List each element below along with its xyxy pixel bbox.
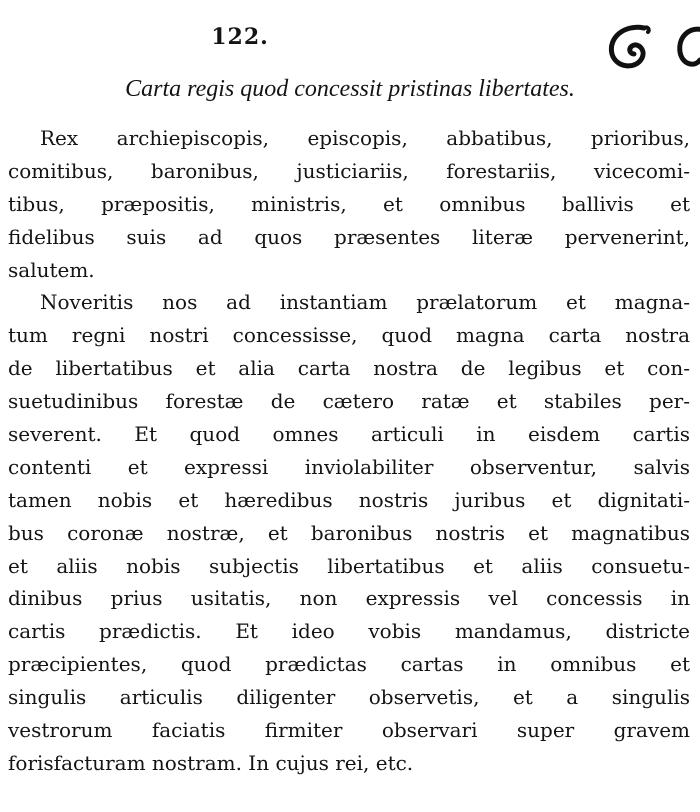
text-line: severent. Et quod omnes articuli in eisdem cartis bbox=[8, 422, 690, 447]
text-line: dinibus prius usitatis, non expressis vel concessis in bbox=[8, 586, 690, 611]
text-line: præcipientes, quod prædictas cartas in omnibus et bbox=[8, 652, 690, 677]
text-line: vestrorum faciatis firmiter observari super gravem bbox=[8, 718, 690, 743]
text-line: et aliis nobis subjectis libertatibus et aliis consuetu- bbox=[8, 553, 690, 578]
text-line: contenti et expressi inviolabiliter observentur, salvis bbox=[8, 454, 690, 479]
document-title: Carta regis quod concessit pristinas libertates. bbox=[125, 76, 575, 102]
text-line: bus coronæ nostræ, et baronibus nostris et magnatibus bbox=[8, 520, 690, 545]
text-line: comitibus, baronibus, justiciariis, forestariis, vicecomi- bbox=[8, 158, 690, 183]
text-line: cartis prædictis. Et ideo vobis mandamus, districte bbox=[8, 619, 690, 644]
text-line: singulis articulis diligenter observetis, et a singulis bbox=[8, 685, 690, 710]
text-line: suetudinibus forestæ de cætero ratæ et stabiles per- bbox=[8, 389, 690, 414]
text-line: tamen nobis et hæredibus nostris juribus et dignitati- bbox=[8, 487, 690, 512]
text-line: tum regni nostri concessisse, quod magna carta nostra bbox=[8, 323, 690, 348]
text-line: Rex archiepiscopis, episcopis, abbatibus, prioribus, bbox=[40, 126, 690, 150]
body-text bbox=[8, 122, 690, 780]
text-line: salutem. bbox=[8, 257, 95, 282]
page-number: 122. bbox=[211, 24, 269, 50]
text-line: Noveritis nos ad instantiam prælatorum et magna- bbox=[40, 290, 690, 315]
text-line: fidelibus suis ad quos præsentes literæ pervenerint, bbox=[8, 224, 690, 249]
ornament-scroll-icon bbox=[604, 16, 700, 76]
text-line: de libertatibus et alia carta nostra de legibus et con- bbox=[8, 356, 690, 381]
text-line: tibus, præpositis, ministris, et omnibus ballivis et bbox=[8, 191, 690, 216]
text-line: forisfacturam nostram. In cujus rei, etc. bbox=[8, 750, 414, 775]
